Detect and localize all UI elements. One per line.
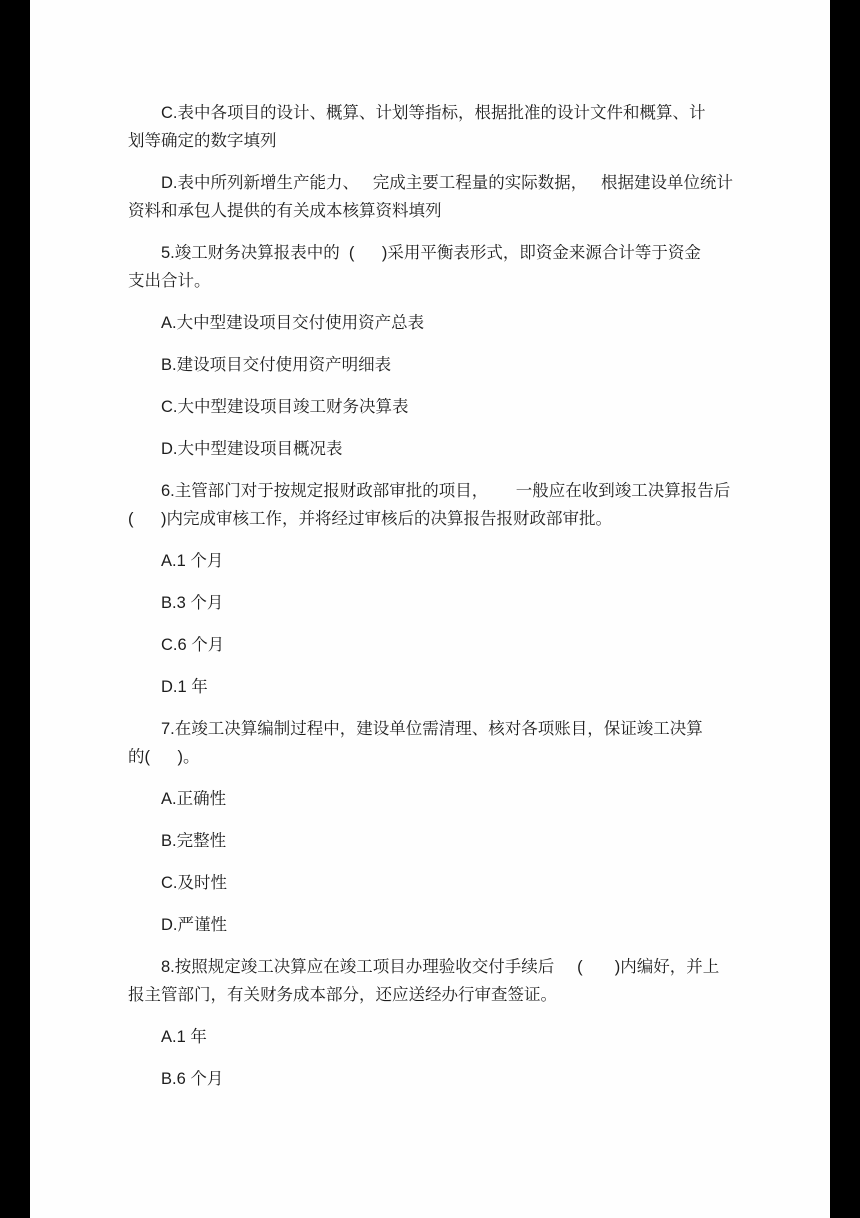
q5-option-a: [128, 309, 830, 337]
text-line: B.6 个月: [161, 1070, 224, 1088]
text-line: 划等确定的数字填列: [128, 132, 277, 150]
q6-option-b: [128, 589, 830, 617]
text-line: D.严谨性: [161, 916, 227, 934]
q8-option-b: [128, 1065, 830, 1093]
text-line: A.大中型建设项目交付使用资产总表: [161, 314, 425, 332]
text-line: A.1 年: [161, 1028, 207, 1046]
q8-option-a: [128, 1023, 830, 1051]
text-line: D.1 年: [161, 678, 208, 696]
q5-stem: [128, 239, 830, 295]
q6-option-c: [128, 631, 830, 659]
text-line: B.完整性: [161, 832, 227, 850]
text-line: A.1 个月: [161, 552, 224, 570]
q6-stem: [128, 477, 830, 533]
q8-stem: [128, 953, 830, 1009]
q6-option-a: [128, 547, 830, 575]
text-line: B.建设项目交付使用资产明细表: [161, 356, 392, 374]
text-line: 5.竣工财务决算报表中的 ( )采用平衡表形式，即资金来源合计等于资金: [161, 244, 701, 262]
q5-option-d: [128, 435, 830, 463]
text-line: 8.按照规定竣工决算应在竣工项目办理验收交付手续后 ( )内编好，并上: [161, 958, 720, 976]
q7-stem: [128, 715, 830, 771]
text-line: 7.在竣工决算编制过程中，建设单位需清理、核对各项账目，保证竣工决算: [161, 720, 703, 738]
text-line: 6.主管部门对于按规定报财政部审批的项目， 一般应在收到竣工决算报告后: [161, 482, 731, 500]
text-line: 资料和承包人提供的有关成本核算资料填列: [128, 202, 442, 220]
text-line: 的( )。: [128, 748, 200, 766]
text-line: C.表中各项目的设计、概算、计划等指标，根据批准的设计文件和概算、计: [161, 104, 706, 122]
text-line: C.及时性: [161, 874, 227, 892]
q5-option-b: [128, 351, 830, 379]
text-line: 报主管部门，有关财务成本部分，还应送经办行审查签证。: [128, 986, 557, 1004]
q4-option-c: [128, 99, 830, 155]
text-line: B.3 个月: [161, 594, 224, 612]
text-line: 支出合计。: [128, 272, 211, 290]
document-page: [30, 0, 830, 1218]
q7-option-d: [128, 911, 830, 939]
text-line: D.大中型建设项目概况表: [161, 440, 343, 458]
text-line: C.6 个月: [161, 636, 225, 654]
q6-option-d: [128, 673, 830, 701]
q7-option-a: [128, 785, 830, 813]
text-line: A.正确性: [161, 790, 227, 808]
text-line: D.表中所列新增生产能力、 完成主要工程量的实际数据， 根据建设单位统计: [161, 174, 734, 192]
q4-option-d: [128, 169, 830, 225]
q7-option-b: [128, 827, 830, 855]
text-line: C.大中型建设项目竣工财务决算表: [161, 398, 409, 416]
text-line: ( )内完成审核工作，并将经过审核后的决算报告报财政部审批。: [128, 510, 612, 528]
q7-option-c: [128, 869, 830, 897]
q5-option-c: [128, 393, 830, 421]
